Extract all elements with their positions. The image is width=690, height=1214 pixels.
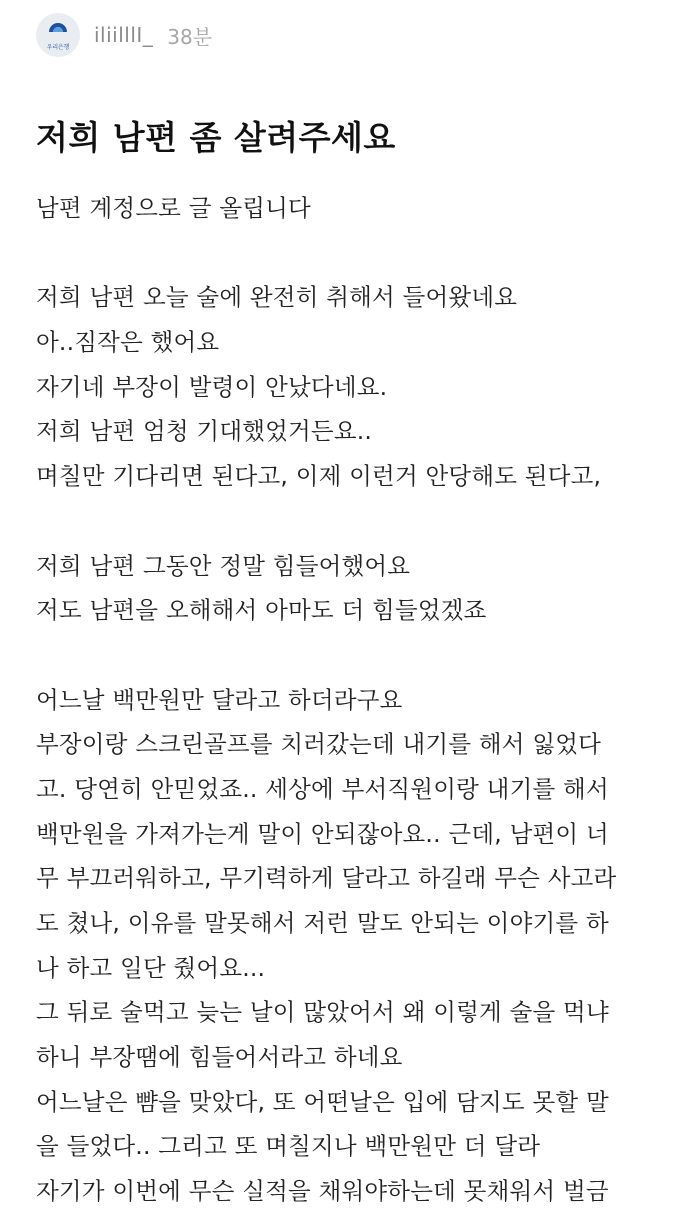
body-line: 자기가 이번에 무슨 실적을 채워야하는데 못채워서 벌금 <box>36 1177 609 1206</box>
body-line: 저도 남편을 오해해서 아마도 더 힘들었겠죠 <box>36 596 487 625</box>
body-line: 그 뒤로 술먹고 늦는 날이 많았어서 왜 이렇게 술을 먹냐 <box>36 998 609 1027</box>
body-line: 저희 남편 그동안 정말 힘들어했어요 <box>36 551 411 580</box>
username[interactable]: iliilllI_ <box>94 23 154 47</box>
body-line: 저희 남편 엄청 기대했었거든요.. <box>36 417 373 446</box>
avatar[interactable] <box>36 13 80 57</box>
body-line: 을 들었다.. 그리고 또 며칠지나 백만원만 더 달라 <box>36 1132 541 1161</box>
body-line: 자기네 부장이 발령이 안났다네요. <box>36 372 388 401</box>
body-line: 부장이랑 스크린골프를 치러갔는데 내기를 해서 잃었다 <box>36 730 602 759</box>
paragraph-gap <box>36 633 676 678</box>
paragraph-gap <box>36 499 676 544</box>
post-body <box>36 186 676 1214</box>
paragraph-gap <box>36 231 676 276</box>
post-title: 저희 남편 좀 살려주세요 <box>36 118 396 157</box>
body-line: 아..짐작은 했어요 <box>36 328 220 357</box>
body-line: 며칠만 기다리면 된다고, 이제 이런거 안당해도 된다고, <box>36 462 602 491</box>
avatar-label: 우리은행 <box>46 43 70 51</box>
body-line: 어느날은 뺨을 맞았다, 또 어떤날은 입에 담지도 못할 말 <box>36 1087 609 1116</box>
body-line: 백만원을 가져가는게 말이 안되잖아요.. 근데, 남편이 너 <box>36 819 609 848</box>
body-line: 어느날 백만원만 달라고 하더라구요 <box>36 685 403 714</box>
bank-logo-icon <box>47 20 69 40</box>
body-line: 나 하고 일단 줬어요... <box>36 953 266 982</box>
body-line: 무 부끄러워하고, 무기력하게 달라고 하길래 무슨 사고라 <box>36 864 617 893</box>
post-header <box>36 12 212 58</box>
post-time: 38분 <box>167 24 213 49</box>
body-line: 고. 당연히 안믿었죠.. 세상에 부서직원이랑 내기를 해서 <box>36 774 609 803</box>
body-line: 하니 부장땜에 힘들어서라고 하네요 <box>36 1043 403 1072</box>
body-line: 남편 계정으로 글 올립니다 <box>36 194 311 222</box>
body-line: 도 쳤나, 이유를 말못해서 저런 말도 안되는 이야기를 하 <box>36 909 609 937</box>
body-line: 저희 남편 오늘 술에 완전히 취해서 들어왔네요 <box>36 283 518 312</box>
